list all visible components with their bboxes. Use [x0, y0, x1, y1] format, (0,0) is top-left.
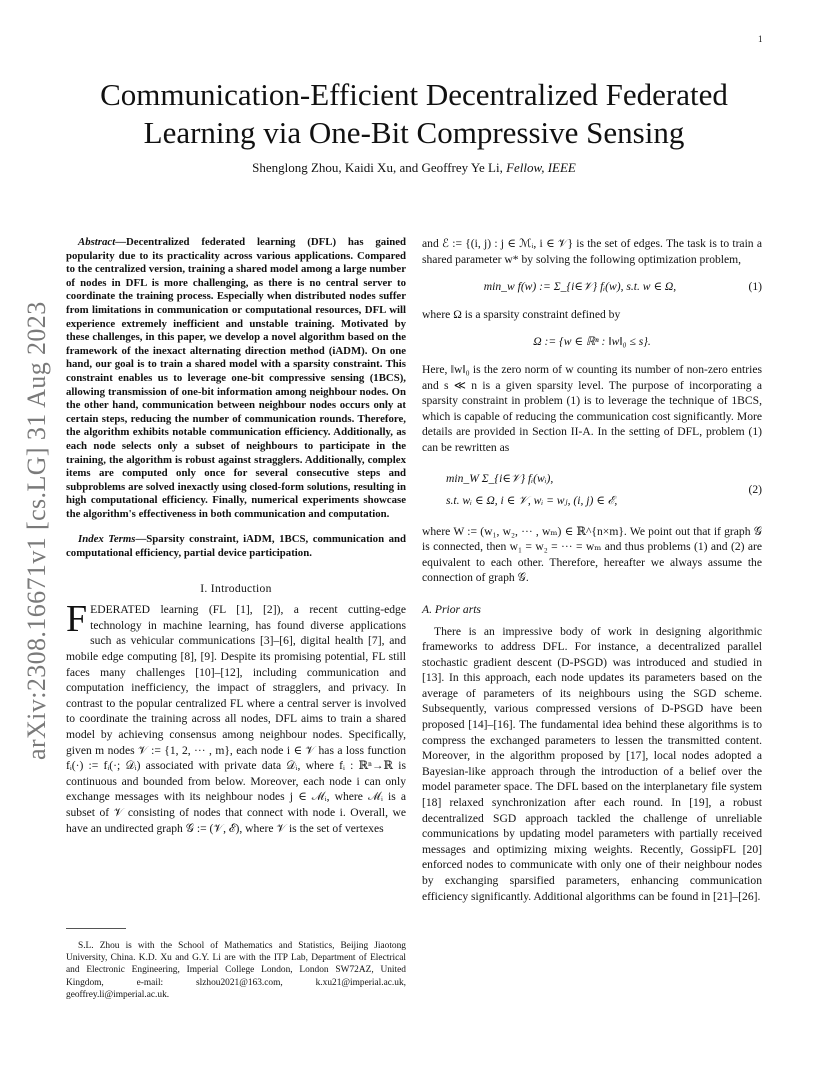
- index-terms-text: —Sparsity constraint, iADM, 1BCS, communication and computational efficiency, partial device participation.: [66, 533, 406, 560]
- footnote-text: S.L. Zhou is with the School of Mathematics and Statistics, Beijing Jiaotong University, China. K.D. Xu and G.Y. Li are with the ITP Lab, Department of Electrical and Electronic Engineering, Imperial College London, London SW72AZ, United Kingdom, e-mail: slzhou2021@163.com, k.xu21@imperial.ac.uk, geoffrey.li@imperial.ac.uk.: [66, 941, 406, 1000]
- equation-2-body: [422, 468, 738, 512]
- arxiv-stamp: arXiv:2308.16671v1 [cs.LG] 31 Aug 2023: [22, 301, 51, 760]
- author-fellow: Fellow, IEEE: [506, 160, 576, 175]
- footnote: [66, 940, 406, 1001]
- intro-dropcap: F: [66, 598, 88, 641]
- abstract-label: Abstract: [78, 236, 116, 248]
- intro-paragraph: [66, 598, 406, 836]
- right-paragraph-4: where W := (w₁, w₂, ··· , wₘ) ∈ ℝ^{n×m}. We point out that if graph 𝒢 is connected, then w₁ = w₂ = ··· = wₘ and thus problems (1) and (2) are equivalent to each other. Therefore, hereafter we always assume the connection of graph 𝒢.: [422, 524, 762, 585]
- abstract: [66, 236, 406, 521]
- right-paragraph-1: and ℰ := {(i, j) : j ∈ ℳᵢ, i ∈ 𝒱} is the set of edges. The task is to train a shared parameter w* by solving the following optimization problem,: [422, 237, 762, 266]
- subsection-heading-prior-arts: A. Prior arts: [422, 602, 481, 616]
- section-heading-introduction: I. Introduction: [200, 581, 272, 595]
- equation-2-line-2: s.t. wᵢ ∈ Ω, i ∈ 𝒱, wᵢ = wⱼ, (i, j) ∈ ℰ,: [446, 493, 618, 507]
- authors-line: [60, 160, 768, 176]
- right-paragraph-5: There is an impressive body of work in designing algorithmic frameworks to address DFL. For instance, a decentralized parallel stochastic gradient descent (D-PSGD) was introduced and studied in [13]. In this approach, each node updates its parameters based on the average of parameters of its neighbours using the SGD scheme. Subsequently, various compressed versions of D-PSGD have been proposed [14]–[16]. The fundamental idea behind these algorithms is to compress the exchanged parameters to lessen the transmitted content. Moreover, in the algorithm proposed by [17], local nodes adopted a Bayesian-like approach through the introduction of a belief over the model parameter space. The DFL based on the interplanetary file system [18] relaxed synchronization after each round. In [19], a robust decentralized SGD approach tackled the challenge of unreliable communications by updating model parameters with partially received messages and optimizing mixing weights. Recently, GossipFL [20] enforced nodes to communicate with only one of their neighbour nodes by exchanging sparsified parameters, enhancing communication efficiency significantly. Additional algorithms can be found in [21]–[26].: [422, 624, 762, 903]
- right-paragraph-2: where Ω is a sparsity constraint defined by: [422, 307, 621, 321]
- equation-2-line-1: min_W Σ_{i∈𝒱} fᵢ(wᵢ),: [446, 471, 554, 485]
- equation-1: [422, 279, 762, 295]
- page-number: 1: [758, 34, 763, 44]
- equation-omega-body: Ω := {w ∈ ℝⁿ : ‖w‖₀ ≤ s}.: [533, 335, 651, 349]
- paper-title: Communication-Efficient Decentralized Federated Learning via One-Bit Compressive Sensing: [100, 77, 728, 150]
- right-paragraph-3: Here, ‖w‖₀ is the zero norm of w counting its number of non-zero entries and s ≪ n is a given sparsity level. The purpose of incorporating a sparsity constraint in problem (1) is to leverage the technique of 1BCS, which is capable of reducing the communication cost significantly. More details are provided in Section II-A. In the setting of DFL, problem (1) can be rewritten as: [422, 362, 762, 454]
- right-column: [422, 236, 762, 904]
- intro-text: EDERATED learning (FL [1], [2]), a recent cutting-edge technology in machine learning, has found diverse applications such as vehicular communications [3]–[6], digital health [7], and mobile edge computing [8], [9]. Despite its promising potential, FL still faces many challenges [10]–[12], including communication and computation inefficiency, the impact of stragglers, and privacy. In contrast to the popular centralized FL where a central server is involved to coordinate the training across all nodes, DFL aims to train a shared model by achieving consensus among neighbour nodes. Specifically, given m nodes 𝒱 := {1, 2, ··· , m}, each node i ∈ 𝒱 has a loss function fᵢ(·) := fᵢ(·; 𝒟ᵢ) associated with private data 𝒟ᵢ, where fᵢ : ℝⁿ→ℝ is continuous and bounded from below. Moreover, each node i can only exchange messages with its neighbour nodes j ∈ ℳᵢ, where ℳᵢ is a subset of 𝒱 consisting of nodes that connect with node i. Overall, we have an undirected graph 𝒢 := (𝒱, ℰ), where 𝒱 is the set of vertexes: [66, 603, 406, 835]
- index-terms-label: Index Terms: [78, 533, 136, 546]
- equation-1-number: (1): [748, 280, 762, 294]
- index-terms: [66, 533, 406, 560]
- equation-2: [422, 468, 762, 512]
- equation-omega: [422, 334, 762, 350]
- abstract-text: —Decentralized federated learning (DFL) has gained popularity due to its practicality across various applications. Compared to the centralized version, training a shared model among a large number of nodes in DFL is more challenging, as there is no central server to coordinate the training process. Especially when distributed nodes suffer from limitations in communication or computational resources, DFL will experience extremely inefficient and unstable training. Motivated by these challenges, in this paper, we develop a novel algorithm based on the framework of the inexact alternating direction method (iADM). On one hand, our goal is to train a shared model with a sparsity constraint. This constraint enables us to leverage one-bit compressive sensing (1BCS), allowing transmission of one-bit information among neighbour nodes. On the other hand, communication between neighbour nodes occurs only at certain steps, reducing the number of communication rounds. Therefore, the algorithm exhibits notable communication efficiency. Additionally, as each node selects only a subset of neighbours to participate in the training, the algorithm is robust against stragglers. Additionally, complex items are computed only once for several consecutive steps and subproblems are solved inexactly using closed-form solutions, resulting in high computational efficiency. Finally, numerical experiments showcase the algorithm's effectiveness in both communication and computation.: [66, 236, 406, 520]
- equation-1-body: min_w f(w) := Σ_{i∈𝒱} fᵢ(w), s.t. w ∈ Ω,: [483, 280, 677, 294]
- left-column: [66, 236, 406, 836]
- equation-2-number: (2): [748, 482, 762, 496]
- footnote-divider: [66, 928, 126, 929]
- author-names: Shenglong Zhou, Kaidi Xu, and Geoffrey Ye Li,: [252, 160, 503, 175]
